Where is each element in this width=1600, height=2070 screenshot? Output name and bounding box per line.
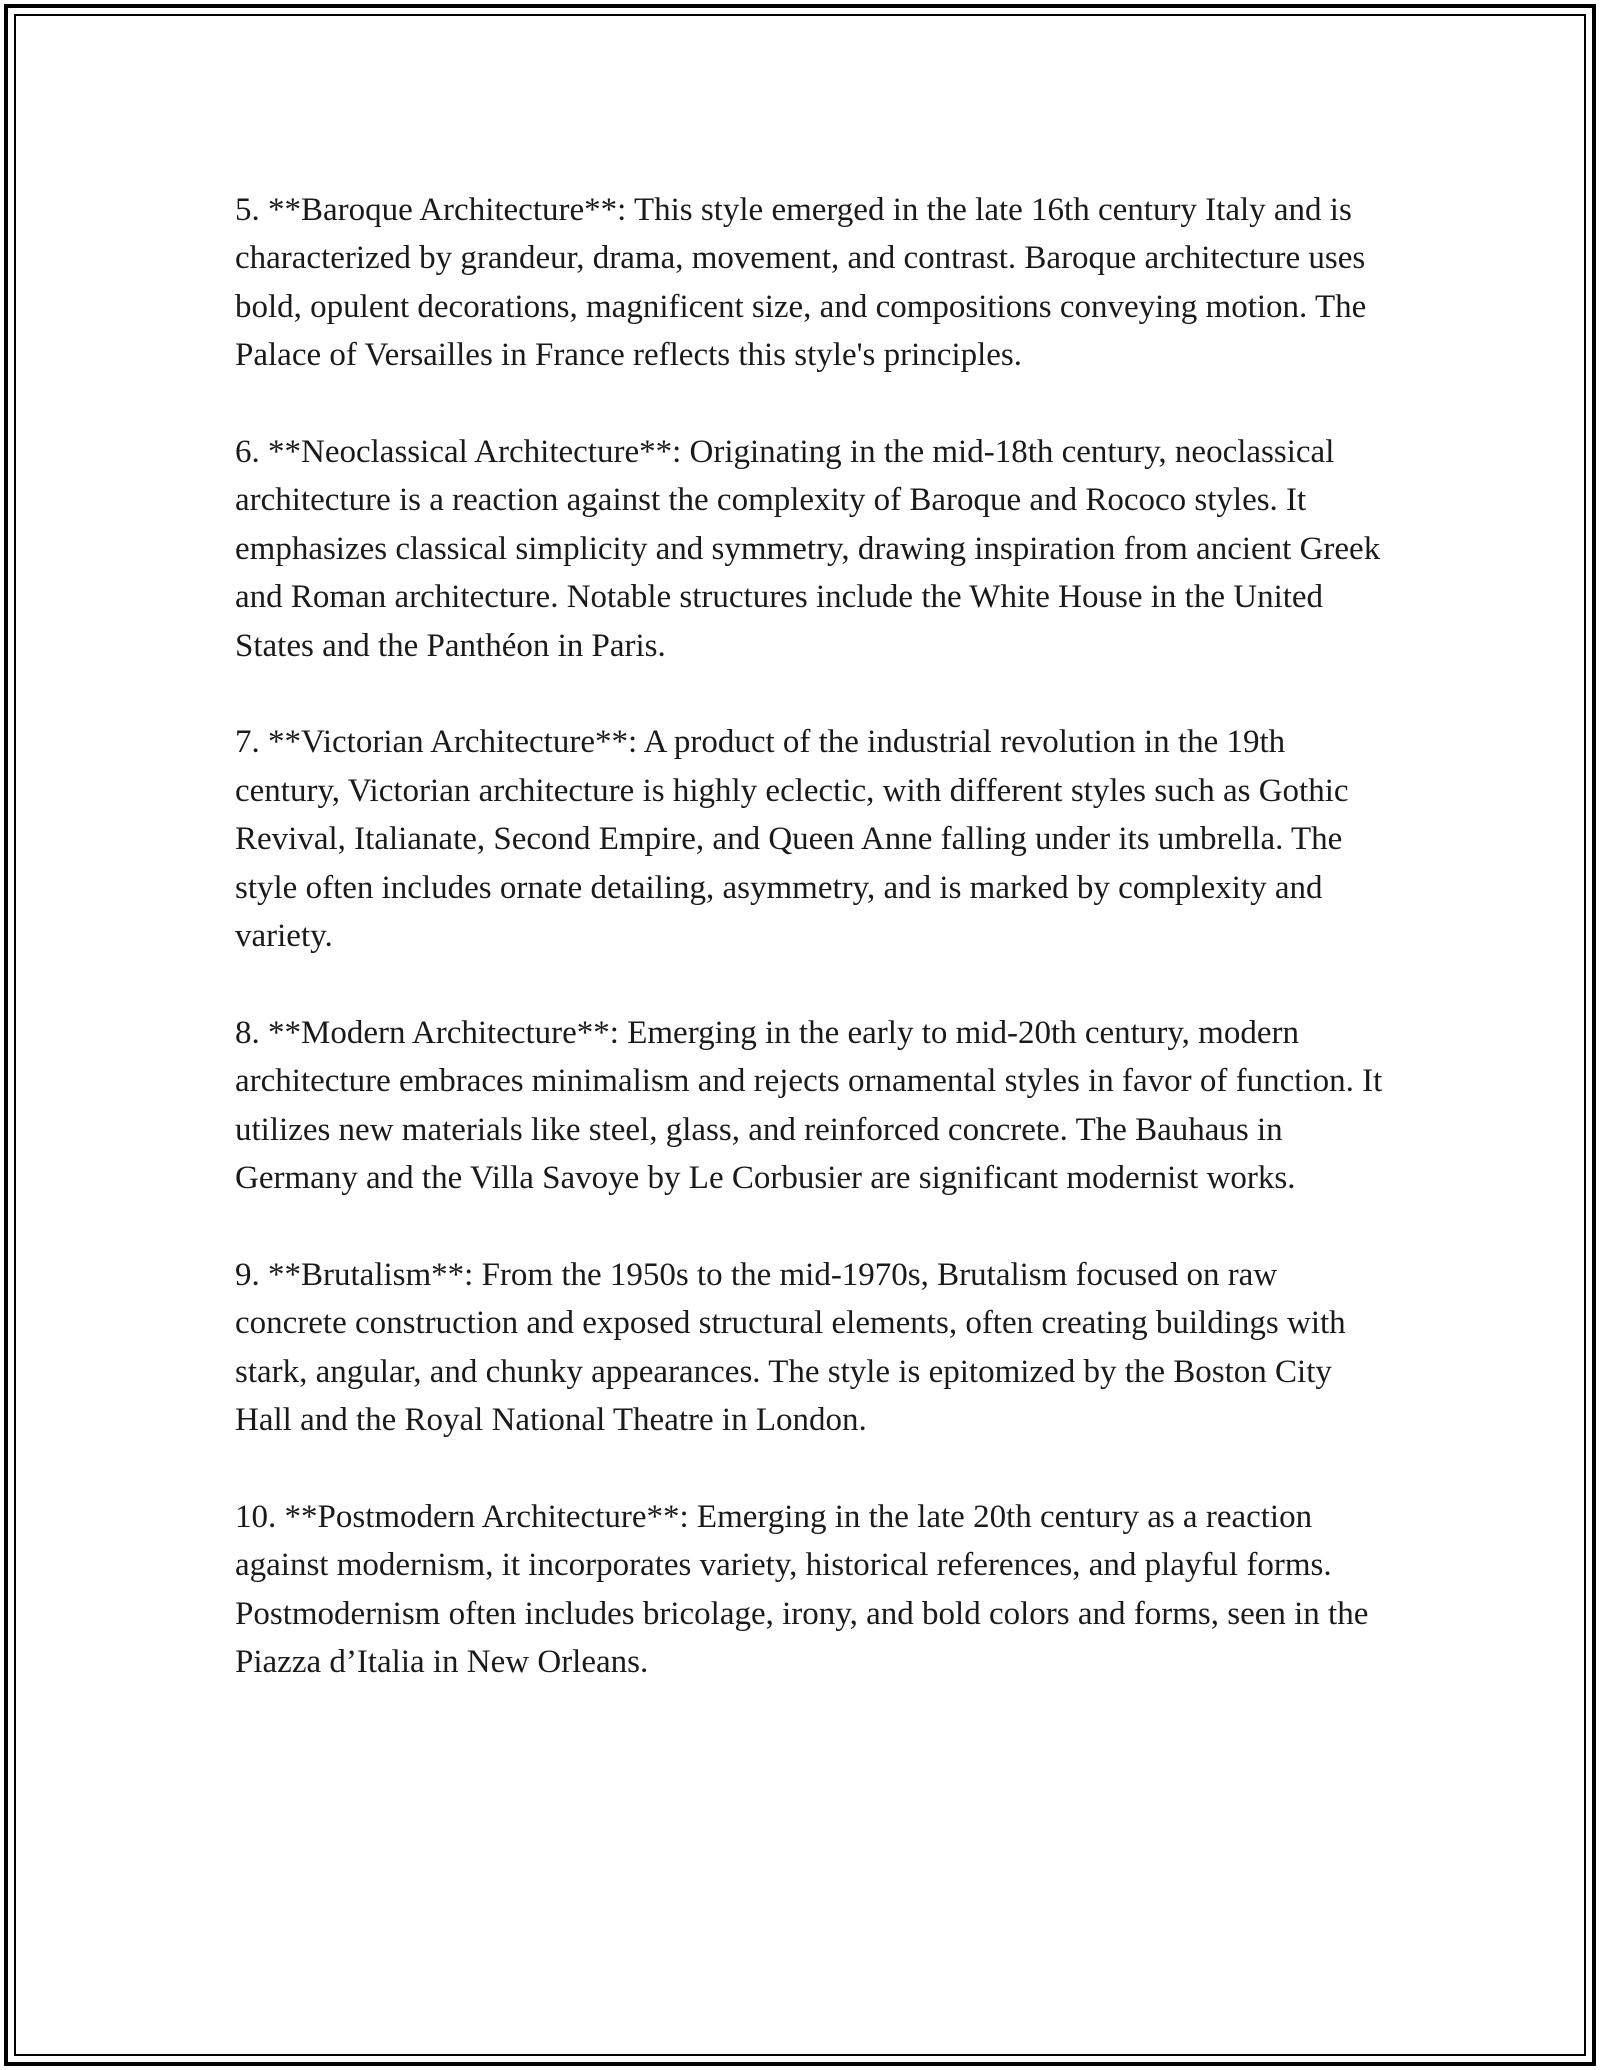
paragraph-victorian: 7. **Victorian Architecture**: A product of the industrial revolution in the 19th century, Victorian architecture is highly eclectic, with different styles such as Gothic Revival, Italianate, Second Empire, and Queen Anne falling under its umbrella. The style often includes ornate detailing, asymmetry, and is marked by complexity and variety. bbox=[235, 724, 1349, 955]
paragraph-neoclassical: 6. **Neoclassical Architecture**: Originating in the mid-18th century, neoclassical architecture is a reaction against the complexity of Baroque and Rococo styles. It emphasizes classical simplicity and symmetry, drawing inspiration from ancient Greek and Roman architecture. Notable structures include the White House in the United States and the Panthéon in Paris. bbox=[235, 434, 1381, 664]
paragraph-postmodern: 10. **Postmodern Architecture**: Emerging in the late 20th century as a reaction against modernism, it incorporates variety, historical references, and playful forms. Postmodernism often includes bricolage, irony, and bold colors and forms, seen in the Piazza d’Italia in New Orleans. bbox=[235, 1498, 1369, 1681]
paragraph-modern: 8. **Modern Architecture**: Emerging in the early to mid-20th century, modern architecture embraces minimalism and rejects ornamental styles in favor of function. It utilizes new materials like steel, glass, and reinforced concrete. The Bauhaus in Germany and the Villa Savoye by Le Corbusier are significant modernist works. bbox=[235, 1014, 1383, 1197]
paragraph-brutalism: 9. **Brutalism**: From the 1950s to the mid-1970s, Brutalism focused on raw concrete construction and exposed structural elements, often creating buildings with stark, angular, and chunky appearances. The style is epitomized by the Boston City Hall and the Royal National Theatre in London. bbox=[235, 1256, 1346, 1439]
paragraph-baroque: 5. **Baroque Architecture**: This style emerged in the late 16th century Italy and is characterized by grandeur, drama, movement, and contrast. Baroque architecture uses bold, opulent decorations, magnificent size, and compositions conveying motion. The Palace of Versailles in France reflects this style's principles. bbox=[235, 192, 1367, 374]
document-body bbox=[235, 186, 1395, 1735]
